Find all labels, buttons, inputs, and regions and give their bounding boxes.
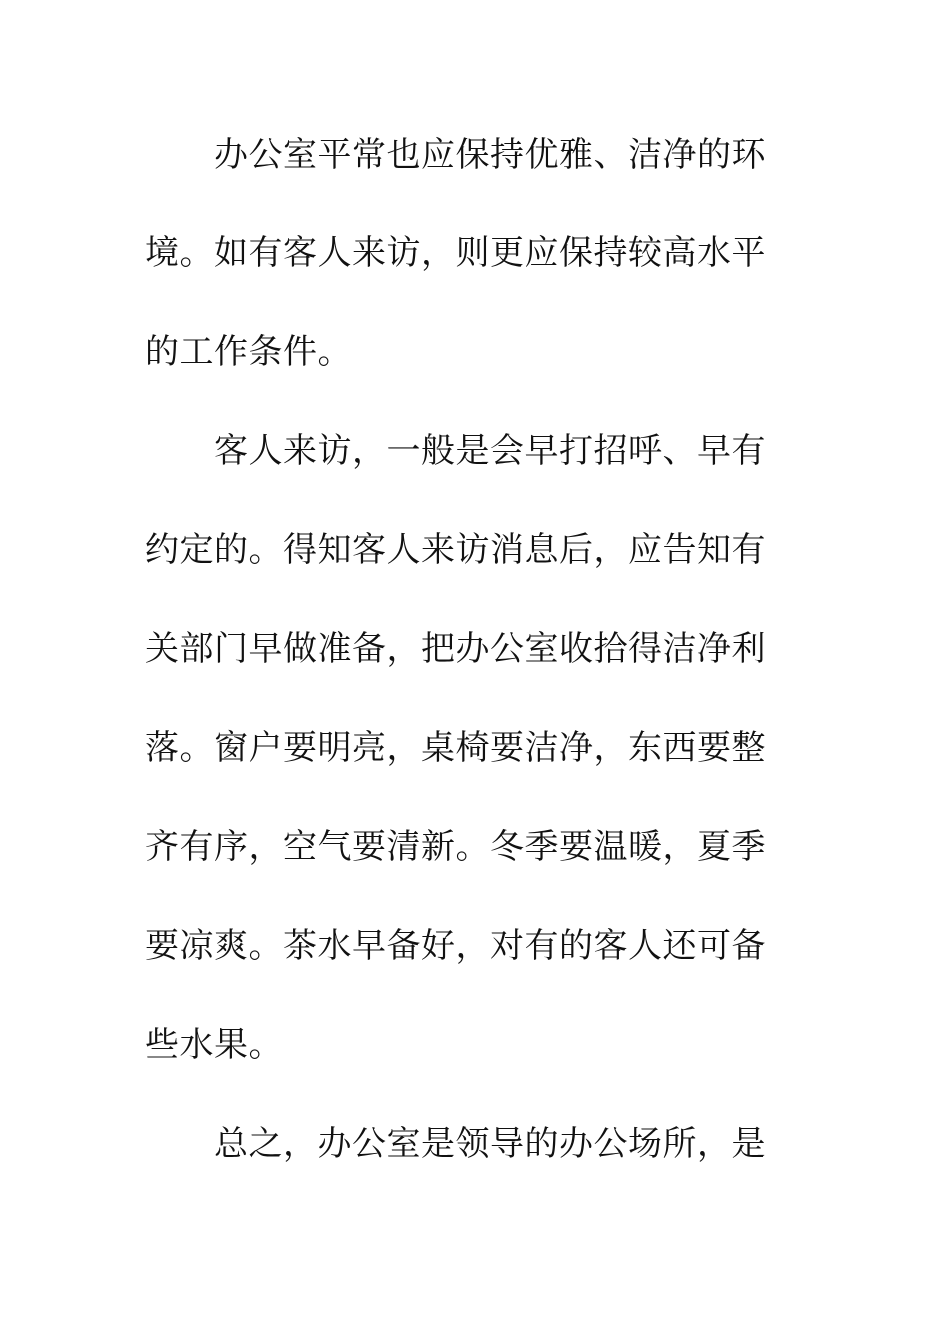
text-line: 要凉爽。茶水早备好，对有的客人还可备 <box>145 926 766 966</box>
text-line: 办公室平常也应保持优雅、洁净的环 <box>214 135 766 175</box>
text-line: 些水果。 <box>145 1025 283 1065</box>
text-line: 约定的。得知客人来访消息后，应告知有 <box>145 530 766 570</box>
text-line: 的工作条件。 <box>145 332 352 372</box>
text-line: 总之，办公室是领导的办公场所，是 <box>214 1124 766 1164</box>
text-line: 齐有序，空气要清新。冬季要温暖，夏季 <box>145 827 766 867</box>
text-line: 境。如有客人来访，则更应保持较高水平 <box>145 233 766 273</box>
text-line: 落。窗户要明亮，桌椅要洁净，东西要整 <box>145 728 766 768</box>
text-line: 关部门早做准备，把办公室收拾得洁净利 <box>145 629 766 669</box>
text-line: 客人来访，一般是会早打招呼、早有 <box>214 431 766 471</box>
